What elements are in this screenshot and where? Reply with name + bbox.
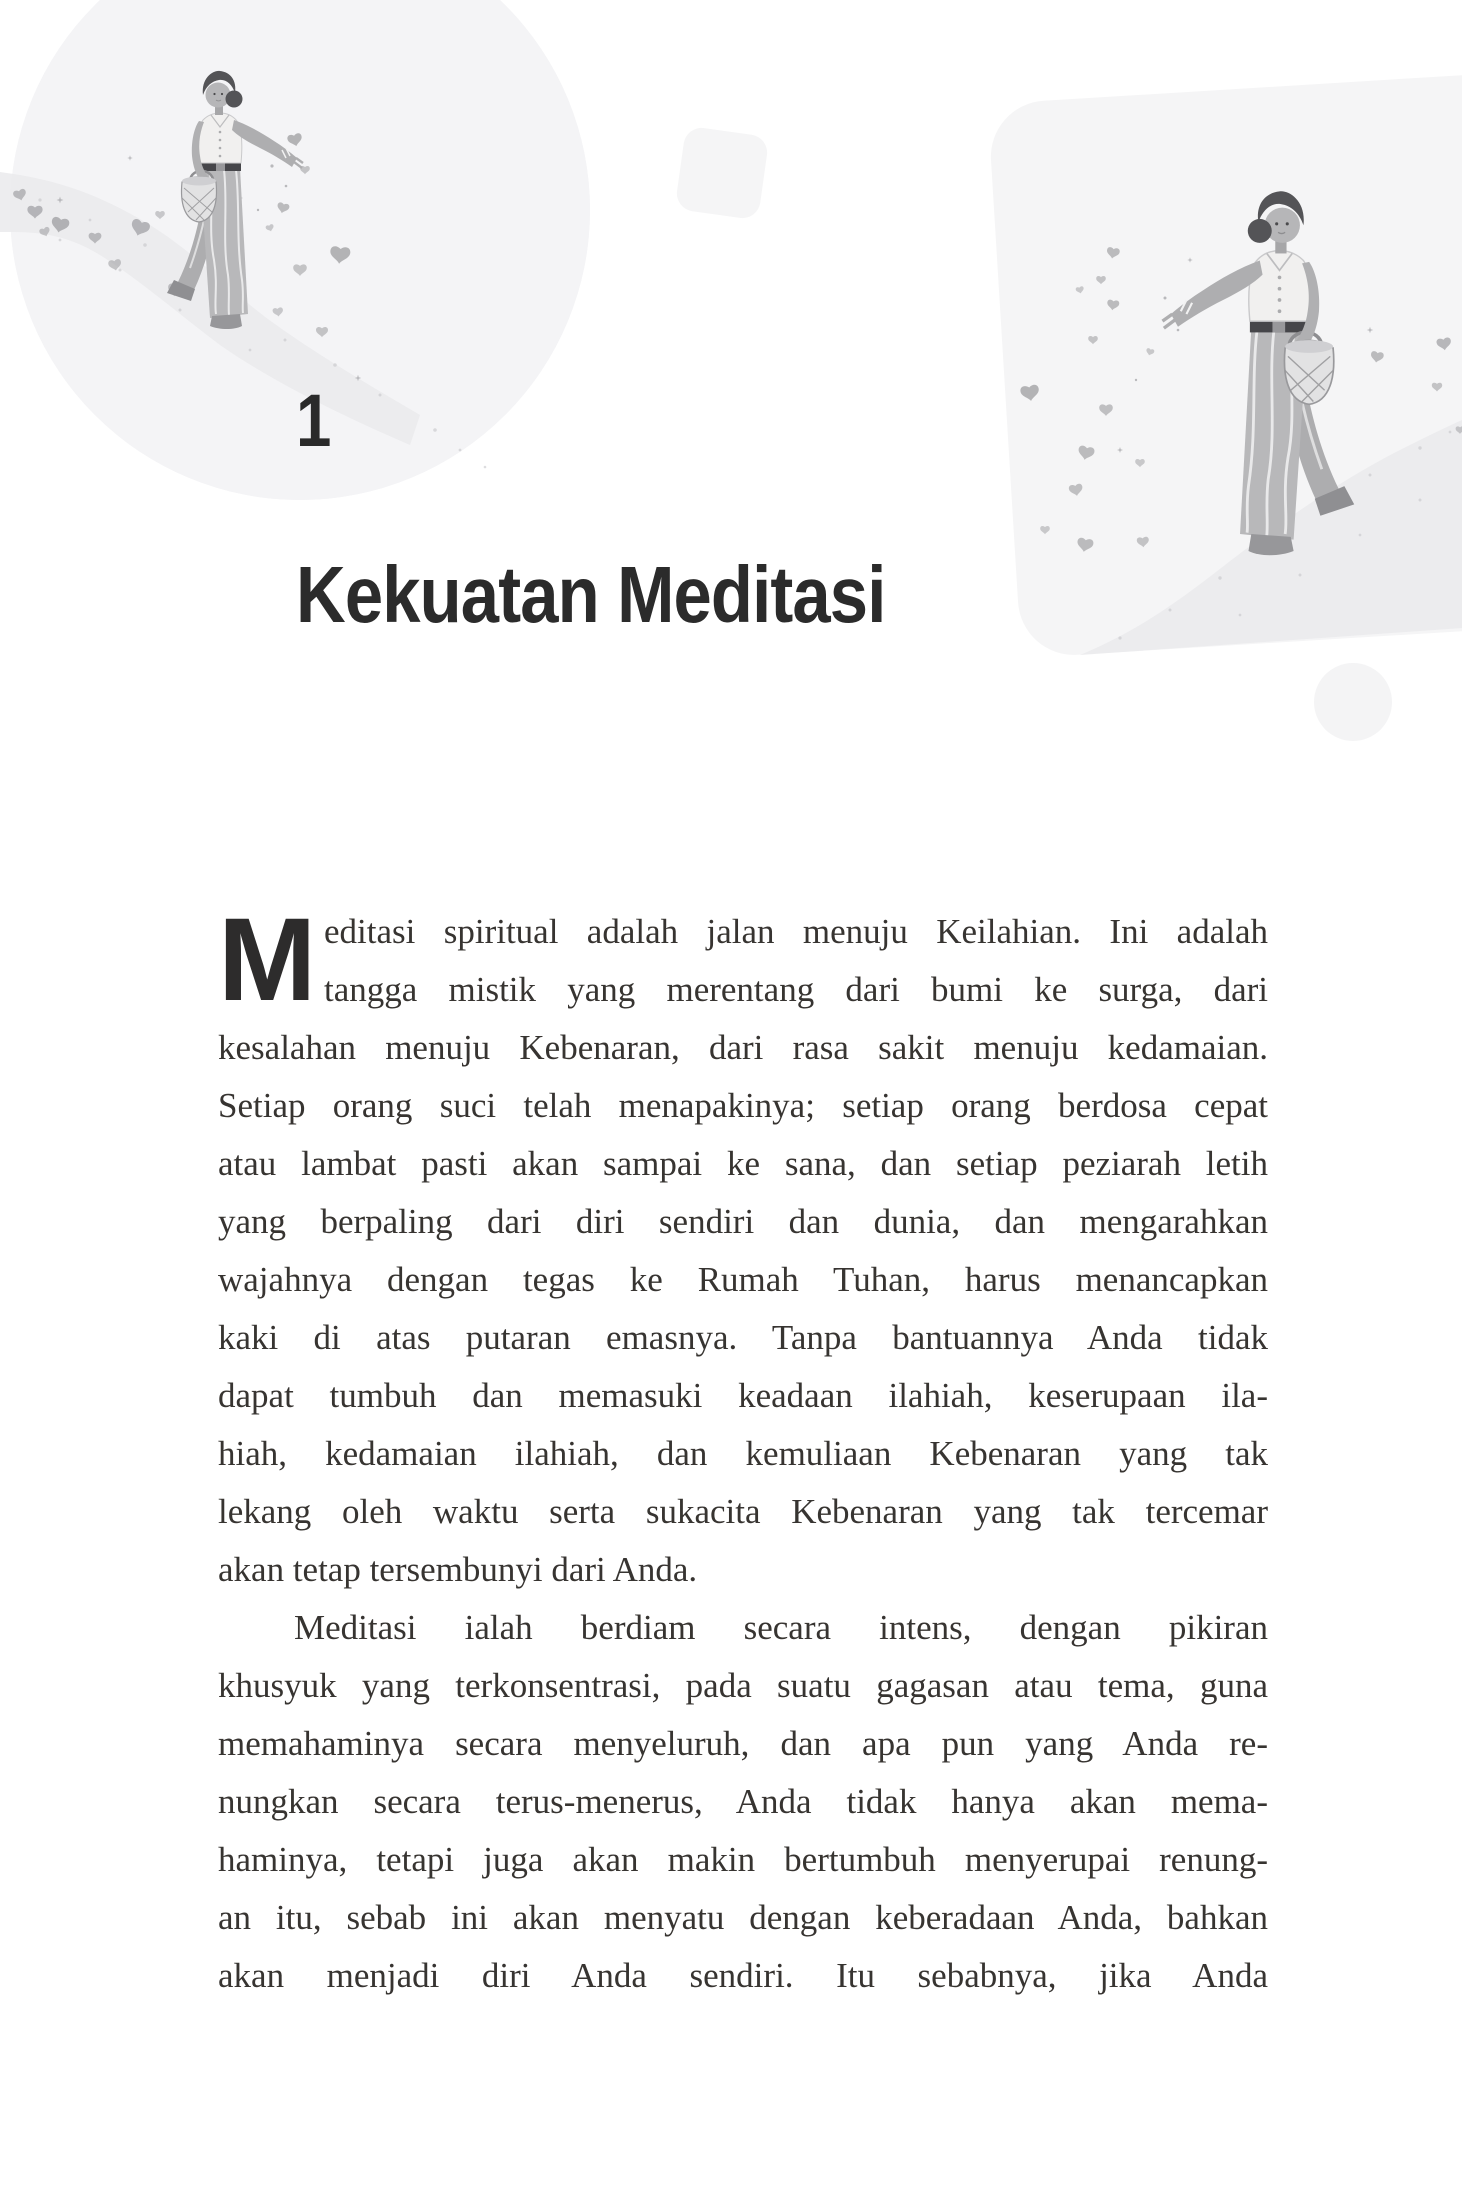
text-line: yang berpaling dari diri sendiri dan dunia, dan mengarahkan	[218, 1202, 1268, 1241]
body-text	[218, 894, 1268, 2005]
text-line: haminya, tetapi juga akan makin bertumbuh menyerupai renung-	[218, 1840, 1268, 1879]
text-line: khusyuk yang terkonsentrasi, pada suatu gagasan atau tema, guna	[218, 1666, 1268, 1705]
text-line: tangga mistik yang merentang dari bumi ke surga, dari	[324, 970, 1268, 1009]
text-line: kaki di atas putaran emasnya. Tanpa bantuannya Anda tidak	[218, 1318, 1268, 1357]
chapter-number: 1	[296, 379, 331, 462]
woman-right	[1162, 191, 1354, 555]
text-line: an itu, sebab ini akan menyatu dengan keberadaan Anda, bahkan	[218, 1898, 1268, 1937]
illustration-right-woman-scattering-hearts	[940, 30, 1462, 690]
text-line: Setiap orang suci telah menapakinya; setiap orang berdosa cepat	[218, 1086, 1268, 1125]
text-line: Meditasi ialah berdiam secara intens, dengan pikiran	[294, 1608, 1268, 1647]
text-line: nungkan secara terus-menerus, Anda tidak hanya akan mema-	[218, 1782, 1268, 1821]
text-line: lekang oleh waktu serta sukacita Kebenaran yang tak tercemar	[218, 1492, 1268, 1531]
text-line: kesalahan menuju Kebenaran, dari rasa sakit menuju kedamaian.	[218, 1028, 1268, 1067]
text-line: hiah, kedamaian ilahiah, dan kemuliaan Kebenaran yang tak	[218, 1434, 1268, 1473]
backdrop-rounded-square	[675, 126, 770, 221]
text-line: atau lambat pasti akan sampai ke sana, dan setiap peziarah letih	[218, 1144, 1268, 1183]
text-line: akan tetap tersembunyi dari Anda.	[218, 1550, 698, 1589]
drop-cap: M	[218, 894, 317, 1026]
text-line: wajahnya dengan tegas ke Rumah Tuhan, harus menancapkan	[218, 1260, 1268, 1299]
text-line: memahaminya secara menyeluruh, dan apa pun yang Anda re-	[218, 1724, 1268, 1763]
text-line: editasi spiritual adalah jalan menuju Keilahian. Ini adalah	[324, 912, 1268, 951]
chapter-title: Kekuatan Meditasi	[296, 550, 886, 639]
text-line: akan menjadi diri Anda sendiri. Itu sebabnya, jika Anda	[218, 1956, 1268, 1995]
text-line: dapat tumbuh dan memasuki keadaan ilahiah, keserupaan ila-	[218, 1376, 1268, 1415]
